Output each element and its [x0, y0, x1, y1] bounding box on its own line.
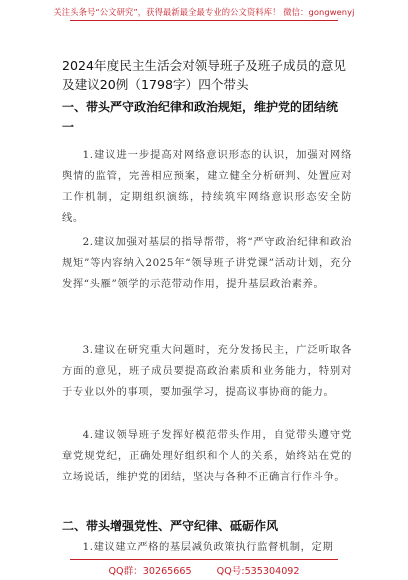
- section-heading-1-line2: 一: [62, 120, 75, 134]
- paragraph-2: 2.建议加强对基层的指导帮带，将“严守政治纪律和政治规矩”等内容纳入2025年“领导班子讲党课”活动计划，充分发挥“头雁”领学的示范带动作用，提升基层政治素养。: [62, 236, 352, 290]
- paragraph-5: 1.建议建立严格的基层减负政策执行监督机制，定期: [82, 541, 334, 553]
- section-heading-2: 二、带头增强党性、严守纪律、砥砺作风: [62, 519, 279, 533]
- footer-contact: QQ群：30265665 QQ号:535304092: [108, 566, 300, 577]
- paragraph-4: 4.建议领导班子发挥好模范带头作用，自觉带头遵守党章党规党纪，正确处理好组织和个人的关系，始终站在党的立场说话，维护党的团结，坚决与各种不正确言行作斗争。: [62, 429, 352, 483]
- section-heading-1-line1: 一、带头严守政治纪律和政治规矩，维护党的团结统: [62, 100, 339, 114]
- document-title: 2024年度民主生活会对领导班子及班子成员的意见及建议20例（1798字）四个带头: [62, 58, 346, 92]
- section-heading-1: [62, 97, 352, 137]
- paragraph-1: 1.建议进一步提高对网络意识形态的认识，加强对网络舆情的监管，完善相应预案，建立健全分析研判、处置应对工作机制，定期组织演练，持续筑牢网络意识形态安全防线。: [62, 149, 352, 224]
- paragraph-3: 3.建议在研究重大问题时，充分发扬民主，广泛听取各方面的意见，班子成员要提高政治素质和业务能力，特别对于专业以外的事项，要加强学习，提高议事协商的能力。: [62, 344, 352, 398]
- footer-divider: [70, 559, 338, 560]
- header-banner: 关注头条号“公文研究”，获得最新最全最专业的公文资料库！ 微信：gongwenyj: [53, 7, 355, 17]
- header-divider: [70, 20, 338, 21]
